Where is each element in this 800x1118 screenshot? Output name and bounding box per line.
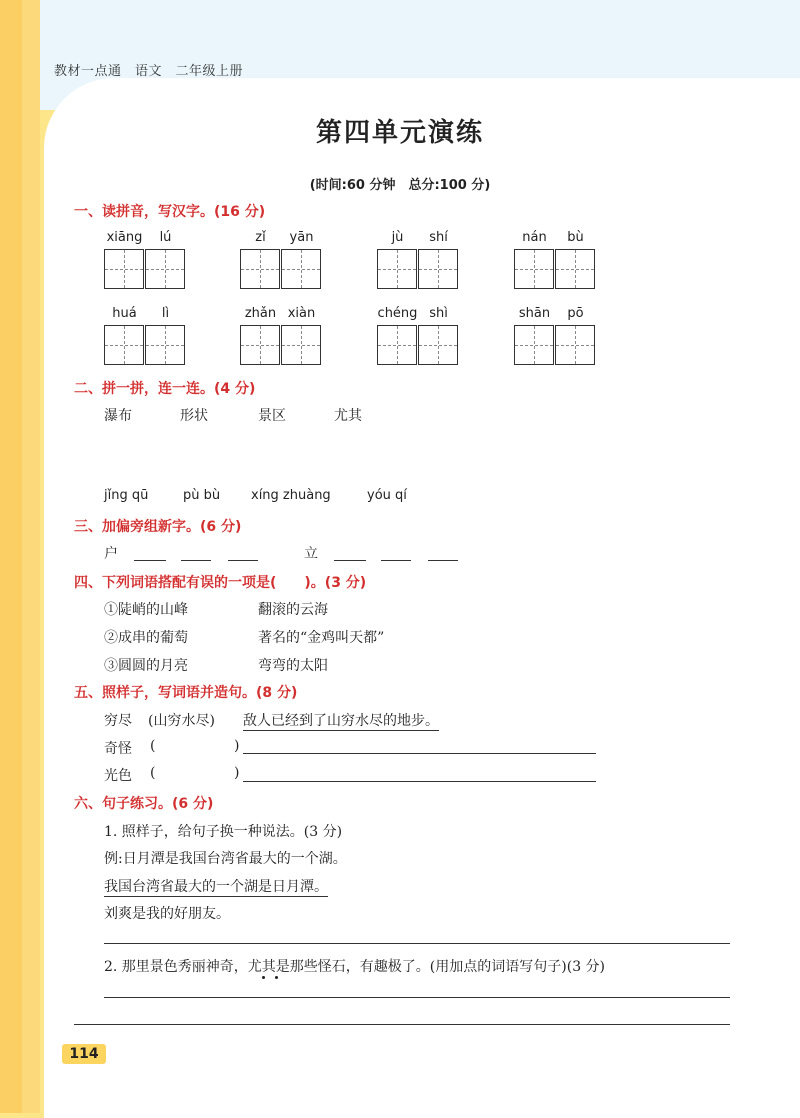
s6-prompt: 刘爽是我的好朋友。: [104, 906, 230, 922]
s5-word-1: 奇怪: [104, 741, 132, 757]
s5-example-sentence: 敌人已经到了山穷水尽的地步。: [243, 710, 439, 731]
section-6-title: 六、句子练习。(6 分): [74, 796, 214, 812]
writing-box[interactable]: [281, 249, 321, 289]
time-info: (时间:60 分钟 总分:100 分): [309, 178, 491, 193]
pinyin-label: huá: [112, 306, 137, 321]
s5-paren-close: ): [234, 738, 240, 754]
s5-paren-close: ): [234, 765, 240, 781]
s2-pinyin-2: pù bù: [183, 488, 221, 503]
writing-box[interactable]: [240, 325, 280, 365]
writing-box[interactable]: [555, 249, 595, 289]
pinyin-label: shì: [429, 306, 448, 321]
writing-box[interactable]: [377, 325, 417, 365]
writing-box[interactable]: [145, 249, 185, 289]
s6-answer-line-2[interactable]: [104, 997, 730, 998]
pinyin-label: lì: [161, 306, 170, 321]
s6-question-1: 1. 照样子，给句子换一种说法。(3 分): [104, 824, 343, 840]
s4-option-3b: 弯弯的太阳: [258, 658, 328, 674]
writing-box[interactable]: [145, 325, 185, 365]
section-4-title: 四、下列词语搭配有误的一项是( )。(3 分): [74, 575, 367, 591]
s3-char-1: 户: [104, 546, 118, 562]
s6-answer-line-3[interactable]: [74, 1024, 730, 1025]
s2-word-3: 景区: [258, 408, 286, 424]
pinyin-label: xiàn: [287, 306, 316, 321]
s6-answer-line-1[interactable]: [104, 943, 730, 944]
pinyin-label: jù: [391, 230, 404, 245]
writing-box[interactable]: [418, 249, 458, 289]
pinyin-label: shān: [518, 306, 551, 321]
s6-question-2: 2. 那里景色秀丽神奇，尤其是那些怪石，有趣极了。(用加点的词语写句子)(3 分): [104, 959, 606, 975]
s5-answer-line-1[interactable]: [243, 753, 596, 754]
emphasis-dot: [262, 976, 265, 979]
writing-box[interactable]: [555, 325, 595, 365]
s5-example-word: 穷尽: [104, 713, 132, 729]
s2-word-2: 形状: [180, 408, 208, 424]
pinyin-label: bù: [567, 230, 584, 245]
writing-box[interactable]: [514, 249, 554, 289]
book-header: 教材一点通 语文 二年级上册: [54, 64, 244, 79]
pinyin-label: pō: [567, 306, 584, 321]
writing-box[interactable]: [514, 325, 554, 365]
section-3-title: 三、加偏旁组新字。(6 分): [74, 519, 242, 535]
s4-option-2b: 著名的“金鸡叫天都”: [258, 630, 385, 646]
writing-box[interactable]: [377, 249, 417, 289]
pinyin-label: zǐ: [255, 230, 266, 245]
writing-box[interactable]: [104, 249, 144, 289]
s5-answer-line-2[interactable]: [243, 781, 596, 782]
s2-pinyin-1: jǐng qū: [104, 488, 149, 503]
writing-box[interactable]: [104, 325, 144, 365]
pinyin-label: yān: [289, 230, 314, 245]
s6-example-answer: 我国台湾省最大的一个湖是日月潭。: [104, 876, 328, 897]
writing-box[interactable]: [418, 325, 458, 365]
s3-blank[interactable]: [181, 560, 211, 561]
s3-char-2: 立: [304, 546, 318, 562]
s3-blank[interactable]: [381, 560, 411, 561]
s3-blank[interactable]: [134, 560, 166, 561]
pinyin-label: lú: [159, 230, 172, 245]
s2-word-1: 瀑布: [104, 408, 132, 424]
emphasis-dot: [275, 976, 278, 979]
s2-pinyin-4: yóu qí: [367, 488, 407, 503]
pinyin-label: chéng: [377, 306, 418, 321]
writing-box[interactable]: [281, 325, 321, 365]
s6-example: 例:日月潭是我国台湾省最大的一个湖。: [104, 851, 347, 867]
page-title: 第四单元演练: [315, 118, 484, 148]
writing-box[interactable]: [240, 249, 280, 289]
pinyin-label: shí: [429, 230, 448, 245]
s3-blank[interactable]: [228, 560, 258, 561]
s4-option-2a: ②成串的葡萄: [104, 630, 188, 646]
s3-blank[interactable]: [428, 560, 458, 561]
pinyin-label: nán: [522, 230, 547, 245]
section-2-title: 二、拼一拼，连一连。(4 分): [74, 381, 256, 397]
left-stripe-dark: [0, 0, 22, 1113]
s5-paren-open: (: [150, 738, 156, 754]
s5-example-idiom: (山穷水尽): [148, 713, 215, 729]
s5-word-2: 光色: [104, 768, 132, 784]
section-5-title: 五、照样子，写词语并造句。(8 分): [74, 685, 298, 701]
s3-blank[interactable]: [334, 560, 366, 561]
section-1-title: 一、读拼音，写汉字。(16 分): [74, 204, 266, 220]
s4-option-3a: ③圆圆的月亮: [104, 658, 188, 674]
page-number: 114: [62, 1044, 106, 1064]
pinyin-label: zhǎn: [244, 306, 277, 321]
s2-word-4: 尤其: [334, 408, 362, 424]
s4-option-1a: ①陡峭的山峰: [104, 602, 188, 618]
s2-pinyin-3: xíng zhuàng: [251, 488, 331, 503]
pinyin-label: xiāng: [106, 230, 143, 245]
s4-option-1b: 翻滚的云海: [258, 602, 328, 618]
s5-paren-open: (: [150, 765, 156, 781]
